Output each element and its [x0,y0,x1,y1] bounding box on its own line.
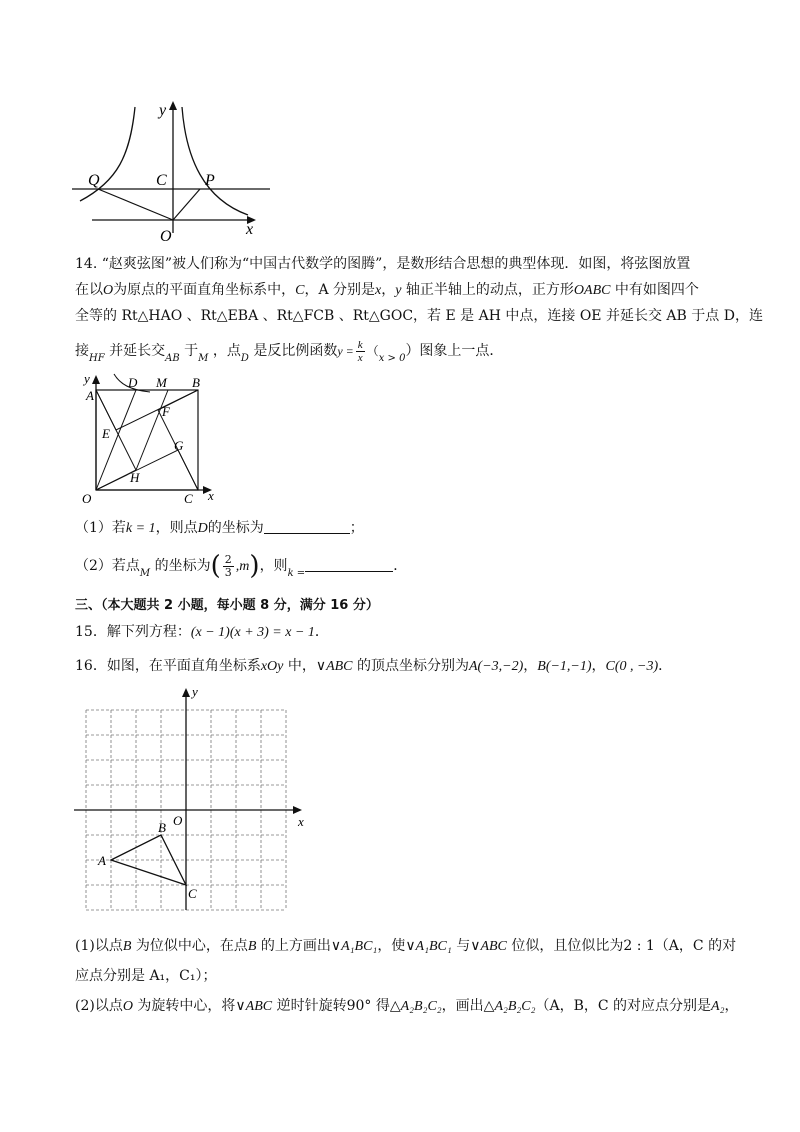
answer-blank-2[interactable] [305,557,393,572]
label-a: A [86,388,94,403]
segment-op [173,189,200,220]
math: ,m [235,559,250,574]
math: A(−3,−2) [468,659,524,674]
math: △A₂B₂C₂ [483,999,536,1014]
text: (2)以点 [75,998,123,1014]
label-p: P [205,172,215,189]
text: 的顶点坐标分别为 [352,658,469,674]
q14-sub2 [75,548,407,584]
text: 15．解下列方程： [75,624,191,640]
math: M [198,353,209,364]
numerator: 2 [224,552,232,566]
text: 于 [179,343,199,359]
text: ； [349,520,364,536]
fraction-k-over-x [356,339,365,364]
label-o: O [82,491,92,505]
label-x: x [208,488,214,503]
text: ， [724,998,739,1014]
text: ， [523,658,538,674]
label-b: B [158,820,166,835]
text: 接 [75,343,89,359]
q16-part1-line1 [75,936,736,957]
math: OABC [573,283,611,298]
label-c: C [156,172,167,189]
equation: (x − 1)(x + 3) = x − 1 [190,625,315,640]
text: （ [366,344,379,358]
text: ，使 [377,938,406,954]
x-axis-arrow [293,806,302,814]
math: ∨ABC [235,999,273,1014]
y-axis-arrow [182,688,190,697]
math: D [197,521,208,536]
math: HF [89,353,105,364]
text: ． [658,658,673,674]
math: O [103,283,114,298]
text: ，画出 [441,998,484,1014]
text: （A，B，C 的对应点分别是 [535,998,712,1014]
math: ∨A₁BC₁ [405,939,452,954]
q14-line1: 14. “赵爽弦图”被人们称为“中国古代数学的图腾”，是数形结合思想的典型体现．如图，将弦图放置 [75,256,691,272]
text: 逆时针旋转 [272,998,347,1014]
q14-line4 [75,334,503,368]
math: B(−1,−1) [537,659,592,674]
math: B [122,939,132,954]
text: 中， [283,658,316,674]
label-x: x [298,814,304,829]
text: 并延长交 [104,343,166,359]
math: ∨ABC [470,939,507,954]
label-y: y [84,371,90,386]
math: k = [287,568,306,579]
section-title: 三、（本大题共 2 小题，每小题 8 分，满分 16 分） [75,598,379,613]
text: 中有如图四个 [610,282,699,298]
paren-open: ( [210,551,221,581]
math: ∨ABC [315,659,353,674]
label-o: O [173,813,183,828]
math: y = [337,344,354,358]
math: 2 : 1 [623,938,655,954]
fraction-two-thirds [223,554,234,579]
text: ）图象上一点． [405,343,504,359]
text: 是反比例函数 [248,343,338,359]
label-e: E [102,426,110,441]
text: 的坐标为 [150,558,211,574]
figure-hyperbola [60,95,280,245]
math: 90° [346,998,372,1014]
answer-blank-1[interactable] [264,519,350,534]
label-y: y [192,684,198,699]
text: 轴正半轴上的动点，正方形 [401,282,574,298]
math: k = 1 [125,521,156,536]
math: xOy [260,659,284,674]
label-a: A [98,853,106,868]
text: 的上方画出 [256,938,331,954]
triangle-eba [96,390,198,430]
y-axis-arrow [169,101,177,110]
text: 的坐标为 [207,520,264,536]
label-y: y [159,102,167,119]
math: B [247,939,257,954]
math: C [295,283,305,298]
text: ，则点 [155,520,198,536]
text: 为旋转中心，将 [132,998,236,1014]
text: ，则 [259,558,288,574]
q16-part1-line2: 应点分别是 A₁，C₁）； [75,968,217,984]
text: （A，C 的对 [654,938,737,954]
figure-zhao-shuang [78,370,228,505]
denominator: 3 [224,565,232,579]
text: 为位似中心，在点 [131,938,248,954]
label-g: G [174,438,184,453]
label-o: O [160,228,172,245]
math: y [395,283,402,298]
text: 得 [371,998,390,1014]
text: 与 [451,938,471,954]
math: ∨A₁BC₁ [330,939,378,954]
text: ，A 分别是 [304,282,376,298]
math: M [139,568,151,579]
text: ，点 [208,343,241,359]
numerator: k [357,338,363,351]
math: D [240,353,249,364]
line-hm [136,390,168,470]
q15 [75,622,329,643]
text: ． [393,558,408,574]
figure-grid [70,682,315,922]
q14-sub1 [75,518,364,539]
q14-line2 [75,280,699,301]
label-c: C [184,491,193,505]
text: ， [591,658,606,674]
label-d: D [128,375,138,390]
math: x [375,283,382,298]
text: 16．如图，在平面直角坐标系 [75,658,261,674]
q14-line3: 全等的 Rt△HAO 、Rt△EBA 、Rt△FCB 、Rt△GOC，若 E 是 AH 中点，连接 OE 并延长交 AB 于点 D，连 [75,308,763,324]
segment-oq [98,189,173,220]
label-f: F [162,404,170,419]
label-x: x [246,221,254,238]
math: O [122,999,133,1014]
text: 在以 [75,282,103,298]
text: 位似，且位似比为 [506,938,624,954]
label-q: Q [88,172,100,189]
math: AB [165,353,180,364]
math: △A₂B₂C₂ [389,999,442,1014]
q16-part2 [75,996,738,1017]
text: (1)以点 [75,938,123,954]
label-c: C [188,886,197,901]
label-h: H [130,470,140,485]
text: ． [314,624,329,640]
paren-close: ) [249,551,260,581]
label-b: B [192,375,200,390]
math: x > 0 [378,353,406,364]
q16-stem [75,656,672,677]
label-m: M [156,375,167,390]
denominator: x [357,351,363,364]
math: A₂ [711,999,725,1014]
text: 为原点的平面直角坐标系中， [113,282,296,298]
text: （1）若 [75,520,126,536]
y-axis-arrow [92,375,100,384]
triangle-goc [96,450,198,490]
math: C(0 , −3) [605,659,659,674]
text: ， [381,282,396,298]
text: （2）若点 [75,558,140,574]
